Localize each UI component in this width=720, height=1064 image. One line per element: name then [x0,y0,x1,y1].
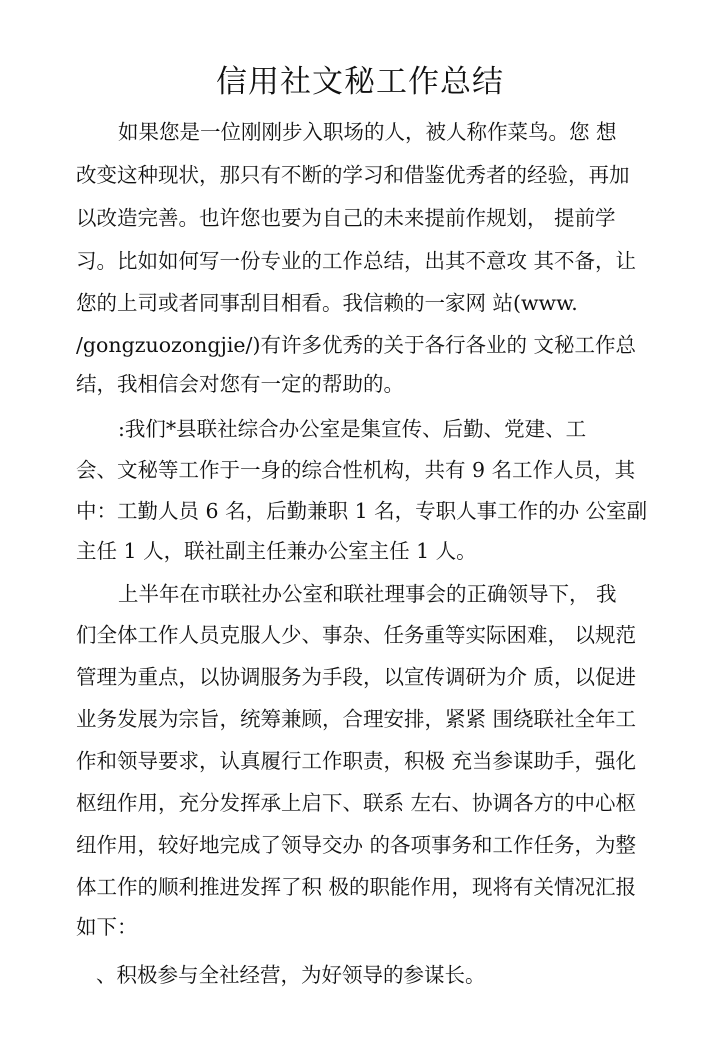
paragraph-3-line-2: 们全体工作人员克服人少、事杂、任务重等实际困难， 以规范 [76,623,637,647]
paragraph-2-line-1: :我们*县联社综合办公室是集宣传、后勤、党建、工 [118,417,587,441]
paragraph-3-line-3: 管理为重点，以协调服务为手段，以宣传调研为介 质，以促进 [76,665,637,689]
paragraph-3-line-7: 纽作用，较好地完成了领导交办 的各项事务和工作任务，为整 [76,833,637,857]
paragraph-3-line-4: 业务发展为宗旨，统筹兼顾，合理安排，紧紧 围绕联社全年工 [76,707,637,731]
paragraph-3-line-6: 枢纽作用，充分发挥承上启下、联系 左右、协调各方的中心枢 [76,791,637,815]
paragraph-3-line-5: 作和领导要求，认真履行工作职责，积极 充当参谋助手，强化 [76,749,637,773]
paragraph-1-line-5: 您的上司或者同事刮目相看。我信赖的一家网 站(www. [76,291,578,315]
document-title: 信用社文秘工作总结 [216,64,504,100]
paragraph-1-line-2: 改变这种现状，那只有不断的学习和借鉴优秀者的经验，再加 [76,163,630,187]
paragraph-1-line-4: 习。比如如何写一份专业的工作总结，出其不意攻 其不备，让 [76,249,637,273]
paragraph-3-line-9: 如下： [76,915,138,939]
section-heading: 、积极参与全社经营，为好领导的参谋长。 [96,963,486,987]
paragraph-2-line-3: 中：工勤人员 6 名，后勤兼职 1 名，专职人事工作的办 公室副 [76,499,648,523]
paragraph-1-line-7: 结，我相信会对您有一定的帮助的。 [76,372,404,396]
paragraph-1-line-1: 如果您是一位刚刚步入职场的人，被人称作菜鸟。您 想 [118,120,617,144]
paragraph-2-line-2: 会、文秘等工作于一身的综合性机构，共有 9 名工作人员，其 [76,458,636,482]
paragraph-1-line-3: 以改造完善。也许您也要为自己的未来提前作规划， 提前学 [76,206,616,230]
paragraph-1-line-6: /gongzuozongjie/)有许多优秀的关于各行各业的 文秘工作总 [76,333,636,357]
paragraph-3-line-8: 体工作的顺利推进发挥了积 极的职能作用，现将有关情况汇报 [76,875,637,899]
paragraph-3-line-1: 上半年在市联社办公室和联社理事会的正确领导下， 我 [118,582,617,606]
paragraph-2-line-4: 主任 1 人，联社副主任兼办公室主任 1 人。 [76,539,477,563]
